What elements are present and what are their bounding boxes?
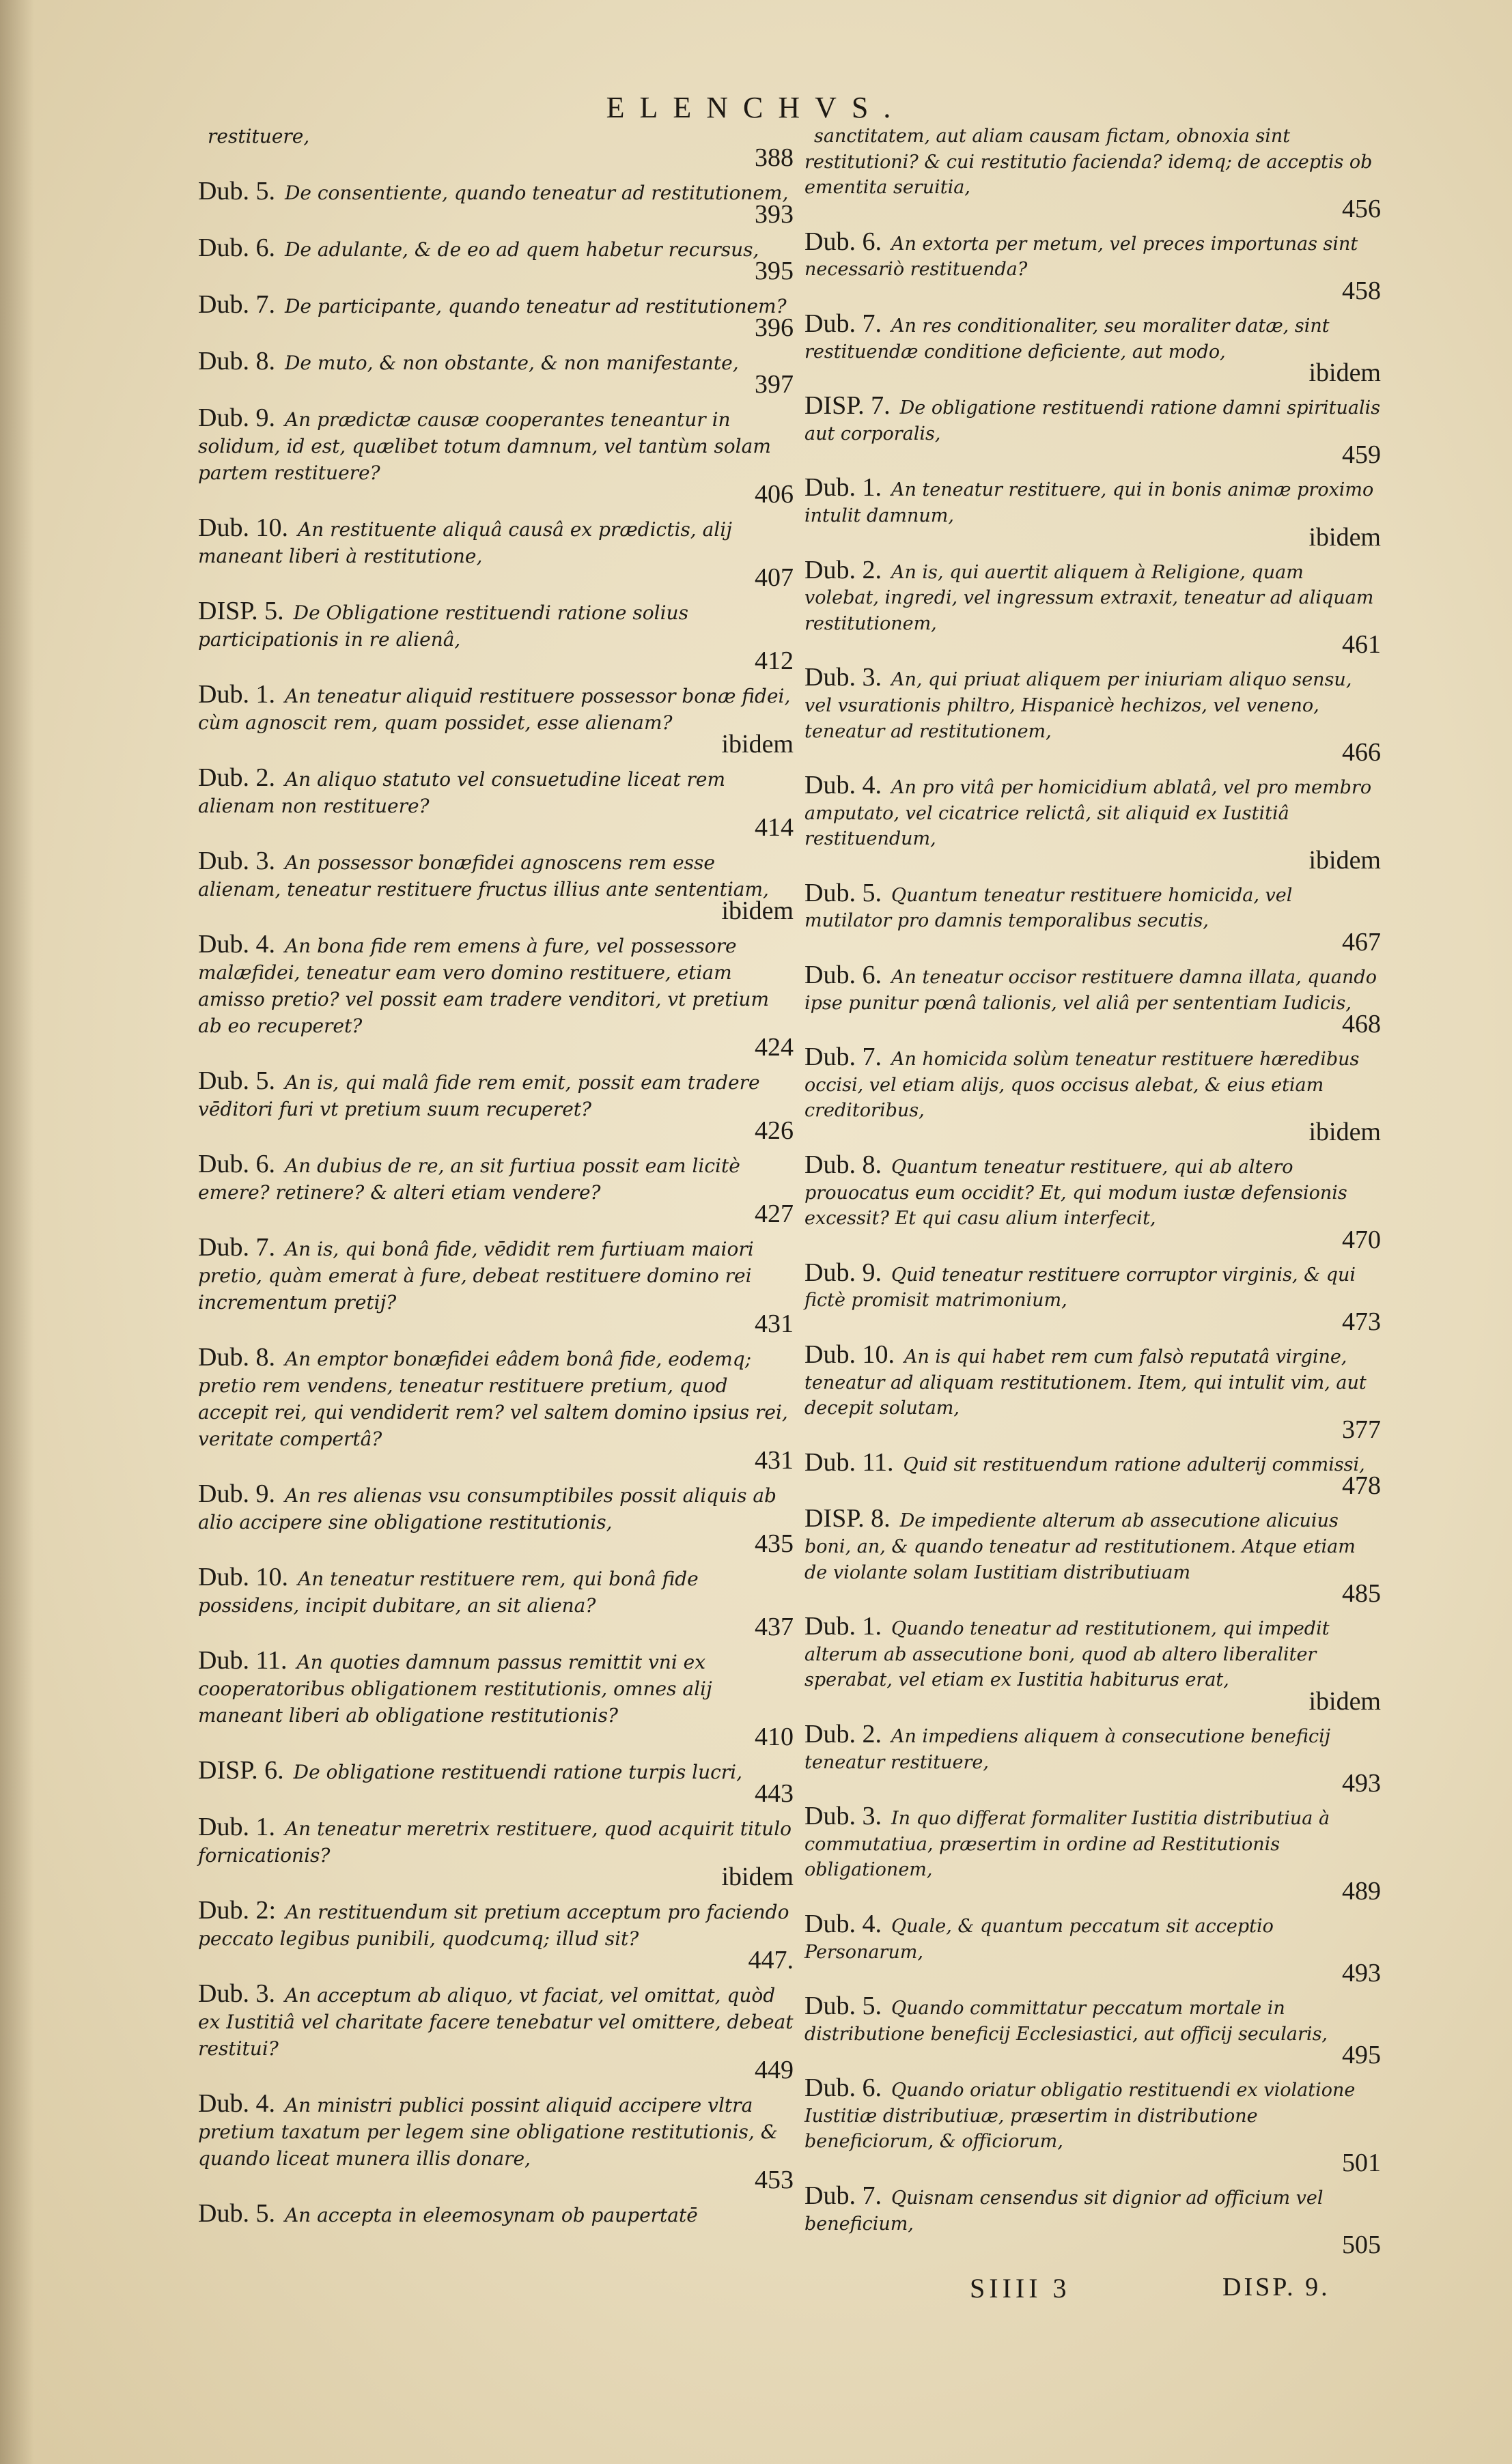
entry-text: De Obligatione restituendi ratione solius participationis in re alienâ, (198, 601, 688, 651)
entry-page-number: 493 (1342, 1769, 1381, 1798)
entry-number: Dub. 1. (804, 1612, 882, 1641)
entry-text: De obligatione restituendi ratione damni spiritualis aut corporalis, (804, 397, 1381, 444)
entry-page-number: 459 (1342, 440, 1381, 470)
entry-number: Dub. 9. (198, 403, 275, 432)
entry-page-number: 466 (1342, 738, 1381, 767)
index-entry (804, 1045, 1386, 1146)
index-entry (804, 1909, 1386, 1988)
entry-page-number: 461 (1342, 630, 1381, 660)
entry-page-number: 393 (755, 200, 794, 229)
entry-text: Quid teneatur restituere corruptor virginis, & qui fictè promisit matrimonium, (804, 1264, 1356, 1312)
entry-page-number: ibidem (1308, 1118, 1381, 1147)
entry-number: Dub. 3. (198, 847, 275, 875)
entry-text: An pro vitâ per homicidium ablatâ, vel pro membro amputato, vel cicatrice relictâ, sit aliquid ex Iustitiâ restituendum, (804, 777, 1372, 850)
index-entry (804, 1506, 1386, 1607)
index-entry (198, 405, 799, 508)
entry-text: De impediente alterum ab assecutione alicuius boni, an, & quando teneatur ad restitutionem. Atque etiam de violante solam Iustitiam distributiuam (804, 1510, 1356, 1583)
index-entry (198, 1068, 799, 1144)
entry-text: Quid sit restituendum ratione adulterij commissi, (903, 1454, 1365, 1475)
entry-number: Dub. 4. (198, 2089, 275, 2118)
entry-number: Dub. 11. (198, 1646, 288, 1675)
entry-number: Dub. 2. (804, 555, 882, 584)
entry-text: De adulante, & de eo ad quem habetur recursus, (284, 238, 759, 261)
entry-text: Quantum teneatur restituere, qui ab altero prouocatus eum occidit? Et, qui modum iustæ defensionis excessit? Et qui casu alium interfecit, (804, 1157, 1347, 1230)
index-entry (804, 1342, 1386, 1443)
index-entry (804, 122, 1386, 223)
entry-page-number: ibidem (1308, 1686, 1381, 1716)
entry-page-number: 458 (1342, 276, 1381, 305)
entry-number: Dub. 5. (198, 1066, 275, 1095)
entry-page-number: 407 (755, 563, 794, 592)
entry-text: De participante, quando teneatur ad restitutionem? (284, 295, 787, 317)
entry-number: Dub. 8. (198, 347, 275, 376)
entry-text: An extorta per metum, vel preces importunas sint necessariò restituenda? (804, 233, 1358, 281)
index-entry (198, 765, 799, 841)
entry-page-number: 468 (1342, 1010, 1381, 1039)
entry-number: Dub. 7. (198, 290, 275, 319)
entry-number: DISP. 7. (804, 391, 891, 421)
entry-page-number: 395 (755, 257, 794, 285)
entry-page-number: 412 (755, 647, 794, 675)
entry-text: In quo differat formaliter Iustitia distributiua à commutatiua, præsertim in ordine ad Restitutionis obligationem, (804, 1808, 1330, 1881)
index-entry (198, 1151, 799, 1228)
index-entry (198, 1234, 799, 1337)
entry-text: An teneatur aliquid restituere possessor bonæ fidei, cùm agnoscit rem, quam possidet, esse alienam? (198, 685, 791, 734)
entry-page-number: 414 (755, 813, 794, 842)
entry-text: An is qui habet rem cum falsò reputatâ virgine, teneatur ad aliquam restitutionem. Item, qui intulit vim, aut decepit solutam, (804, 1346, 1367, 1419)
entry-number: Dub. 11. (804, 1447, 894, 1477)
entry-number: Dub. 5. (198, 177, 275, 206)
index-entry (198, 2091, 799, 2194)
index-entry (804, 1719, 1386, 1798)
index-entry (804, 393, 1386, 468)
entry-page-number: 377 (1342, 1415, 1381, 1444)
index-entry (198, 681, 799, 758)
entry-number: Dub. 4. (804, 1909, 882, 1938)
entry-page-number: 388 (755, 143, 794, 172)
index-entry (198, 598, 799, 675)
entry-page-number: 473 (1342, 1307, 1381, 1336)
entry-page-number: 435 (755, 1529, 794, 1558)
entry-number: Dub. 2. (804, 1719, 882, 1748)
entry-page-number: 424 (755, 1033, 794, 1062)
entry-page-number: 505 (1342, 2231, 1381, 2260)
entry-page-number: ibidem (721, 730, 794, 759)
index-entry (804, 665, 1386, 766)
entry-text: An teneatur restituere, qui in bonis animæ proximo intulit damnum, (804, 479, 1374, 526)
entry-number: Dub. 1. (198, 1813, 275, 1841)
entry-text: An teneatur restituere rem, qui bonâ fide possidens, incipit dubitare, an sit aliena? (198, 1568, 699, 1617)
entry-number: DISP. 8. (804, 1504, 891, 1533)
index-entry (804, 229, 1386, 305)
index-entry (198, 1897, 799, 1974)
entry-text: An impediens aliquem à consecutione beneficij teneatur restituere, (804, 1725, 1331, 1773)
entry-page-number: 478 (1342, 1471, 1381, 1501)
left-column (198, 122, 799, 2230)
index-entry (198, 848, 799, 924)
entry-number: DISP. 5. (198, 597, 284, 625)
entry-page-number: ibidem (1308, 358, 1381, 388)
entry-text: Quale, & quantum peccatum sit acceptio Personarum, (804, 1915, 1274, 1963)
index-entry (804, 555, 1386, 660)
index-entry (804, 311, 1386, 386)
entry-number: Dub. 7. (804, 1043, 882, 1072)
index-entry (804, 1994, 1386, 2069)
entry-text: Quantum teneatur restituere homicida, vel mutilator pro damnis temporalibus secutis, (804, 884, 1293, 932)
entry-number: Dub. 1. (198, 680, 275, 709)
entry-number: Dub. 7. (804, 2181, 882, 2211)
entry-number: Dub. 6. (198, 1150, 275, 1178)
index-entry (804, 2183, 1386, 2258)
entry-number: Dub. 8. (198, 1343, 275, 1372)
entry-text: Quisnam censendus sit dignior ad officium vel beneficium, (804, 2187, 1324, 2235)
entry-page-number: 431 (755, 1309, 794, 1338)
entry-page-number: 406 (755, 480, 794, 509)
index-entry (198, 122, 799, 171)
index-entry (198, 292, 799, 341)
running-header: ELENCHVS. (606, 91, 906, 124)
entry-text: An bona fide rem emens à fure, vel possessore malæfidei, teneatur eam vero domino restituere, etiam amisso pretio? vel possit eam tradere venditori, vt pretium ab eo recuperet? (198, 935, 770, 1037)
entry-number: Dub. 10. (804, 1340, 895, 1369)
entry-text: An emptor bonæfidei eâdem bonâ fide, eodemq; pretio rem vendens, teneatur restituere pretium, quod accepit rei, qui vendiderit rem? vel saltem domino ipsius rei, veritate compertâ? (198, 1348, 788, 1450)
entry-text: restituere, (208, 125, 310, 147)
entry-text: De obligatione restituendi ratione turpis lucri, (293, 1761, 743, 1783)
entry-text: An teneatur occisor restituere damna illata, quando ipse punitur pœnâ talionis, vel aliâ per sententiam Iudicis, (804, 967, 1377, 1014)
index-entry (804, 1447, 1386, 1501)
entry-text: An acceptum ab aliquo, vt faciat, vel omittat, quòd ex Iustitiâ vel charitate facere tenebatur vel omittere, debeat restitui? (198, 1984, 794, 2060)
entry-number: Dub. 7. (198, 1233, 275, 1262)
entry-text: An res alienas vsu consumptibiles possit aliquis ab alio accipere sine obligatione restitutionis, (198, 1484, 776, 1533)
entry-page-number: 437 (755, 1613, 794, 1641)
entry-number: DISP. 6. (198, 1756, 284, 1785)
entry-text: An is, qui auertit aliquem à Religione, quam volebat, ingredi, vel ingressum extraxit, teneatur ad aliquam restitutionem, (804, 561, 1374, 634)
entry-text: An aliquo statuto vel consuetudine liceat rem alienam non restituere? (198, 768, 726, 817)
entry-number: Dub. 4. (198, 930, 275, 959)
entry-text: De consentiente, quando teneatur ad restitutionem, (284, 182, 789, 204)
entry-text: An homicida solùm teneatur restituere hæredibus occisi, vel etiam alijs, quos occisus alebat, & eius etiam creditoribus, (804, 1049, 1360, 1122)
index-entry (198, 178, 799, 228)
entry-page-number: ibidem (721, 896, 794, 925)
entry-number: Dub. 1. (804, 473, 882, 502)
index-entry (804, 2073, 1386, 2178)
entry-page-number: ibidem (1308, 845, 1381, 875)
index-entry (804, 1804, 1386, 1905)
entry-number: Dub. 6. (804, 2073, 882, 2103)
index-entry (804, 773, 1386, 874)
entry-page-number: 410 (755, 1723, 794, 1751)
entry-page-number: 489 (1342, 1876, 1381, 1906)
entry-page-number: 485 (1342, 1579, 1381, 1609)
index-entry (198, 1647, 799, 1751)
entry-page-number: 396 (755, 313, 794, 342)
entry-page-number: 493 (1342, 1959, 1381, 1988)
entry-text: An res conditionaliter, seu moraliter datæ, sint restituendæ conditione deficiente, aut modo, (804, 315, 1330, 363)
entry-text: An, qui priuat aliquem per iniuriam aliquo sensu, vel vsurationis philtro, Hispanicè hechizos, vel veneno, teneatur ad restitutionem, (804, 669, 1352, 742)
entry-page-number: 495 (1342, 2041, 1381, 2070)
entry-number: Dub. 5. (198, 2199, 275, 2228)
entry-page-number: 447. (748, 1946, 794, 1974)
entry-text: An possessor bonæfidei agnoscens rem esse alienam, teneatur restituere fructus illius ante sententiam, (198, 851, 769, 901)
index-entry (804, 1260, 1386, 1335)
entry-page-number: 456 (1342, 194, 1381, 223)
entry-number: Dub. 6. (804, 227, 882, 256)
index-entry (198, 348, 799, 398)
entry-text: Quando oriatur obligatio restituendi ex violatione Iustitiæ distributiuæ, præsertim in distributione beneficiorum, & officiorum, (804, 2080, 1356, 2153)
entry-page-number: ibidem (1308, 522, 1381, 552)
index-entry (198, 1564, 799, 1641)
entry-page-number: 453 (755, 2166, 794, 2194)
entry-number: Dub. 6. (804, 961, 882, 990)
entry-number: Dub. 8. (804, 1150, 882, 1180)
index-entry (198, 2200, 799, 2228)
entry-text: An is, qui bonâ fide, vēdidit rem furtiuam maiori pretio, quàm emerat à fure, debeat restituere domino rei incrementum pretij? (198, 1238, 754, 1314)
entry-number: Dub. 9. (804, 1258, 882, 1287)
entry-number: Dub. 5. (804, 878, 882, 907)
index-entry (198, 515, 799, 591)
entry-number: Dub. 3. (804, 1802, 882, 1831)
entry-page-number: 501 (1342, 2149, 1381, 2178)
catchword: DISP. 9. (1222, 2273, 1330, 2302)
entry-page-number: 427 (755, 1200, 794, 1228)
index-entry (198, 1814, 799, 1891)
entry-text: De muto, & non obstante, & non manifestante, (284, 352, 739, 374)
entry-number: Dub. 7. (804, 309, 882, 338)
index-entry (198, 1344, 799, 1474)
entry-text: An ministri publici possint aliquid accipere vltra pretium taxatum per legem sine obligatione restitutionis, & quando liceat munera illis donare, (198, 2094, 778, 2170)
entry-page-number: 470 (1342, 1225, 1381, 1254)
entry-text: Quando teneatur ad restitutionem, qui impedit alterum ab assecutione boni, quod ab altero liberaliter sperabat, vel etiam ex Iustitia habiturus erat, (804, 1618, 1330, 1691)
entry-number: Dub. 3. (804, 663, 882, 692)
entry-number: Dub. 3. (198, 1979, 275, 2008)
entry-text: Quando committatur peccatum mortale in distributione beneficij Ecclesiastici, aut officij secularis, (804, 1998, 1328, 2045)
entry-number: Dub. 5. (804, 1992, 882, 2021)
entry-text: An dubius de re, an sit furtiua possit eam licitè emere? retinere? & alteri etiam vendere? (198, 1155, 740, 1204)
entry-text: An quoties damnum passus remittit vni ex cooperatoribus obligationem restitutionis, omnes alij maneant liberi ab obligatione restitutionis? (198, 1651, 712, 1727)
index-entry (198, 931, 799, 1061)
binding-shadow (0, 0, 34, 2464)
entry-page-number: ibidem (721, 1863, 794, 1891)
entry-number: Dub. 2: (198, 1896, 276, 1925)
entry-page-number: 449 (755, 2056, 794, 2084)
entry-number: Dub. 10. (198, 513, 288, 542)
index-entry (198, 1757, 799, 1807)
entry-number: Dub. 6. (198, 233, 275, 262)
entry-number: Dub. 9. (198, 1479, 275, 1508)
entry-page-number: 431 (755, 1446, 794, 1475)
index-entry (198, 235, 799, 285)
entry-number: Dub. 4. (804, 771, 882, 800)
index-entry (804, 1152, 1386, 1254)
signature-mark: SIIII 3 (970, 2273, 1071, 2304)
entry-page-number: 397 (755, 370, 794, 399)
index-entry (804, 878, 1386, 957)
entry-text: An restituente aliquâ causâ ex prædictis, alij maneant liberi à restitutione, (198, 518, 732, 567)
index-entry (198, 1481, 799, 1557)
index-entry (804, 963, 1386, 1038)
entry-page-number: 426 (755, 1116, 794, 1145)
entry-page-number: 443 (755, 1779, 794, 1808)
entry-text: An restituendum sit pretium acceptum pro faciendo peccato legibus punibili, quodcumq; illud sit? (198, 1901, 789, 1950)
entry-number: Dub. 10. (198, 1563, 288, 1591)
right-column (804, 122, 1386, 2265)
entry-page-number: 467 (1342, 928, 1381, 957)
entry-text: An prædictæ causæ cooperantes teneantur in solidum, id est, quælibet totum damnum, vel tantùm solam partem restituere? (198, 408, 771, 484)
entry-text: An is, qui malâ fide rem emit, possit eam tradere vēditori furi vt pretium suum recuperet? (198, 1071, 760, 1120)
index-entry (804, 1614, 1386, 1715)
index-entry (804, 475, 1386, 550)
entry-text: An teneatur meretrix restituere, quod acquirit titulo fornicationis? (198, 1817, 792, 1867)
entry-text: sanctitatem, aut aliam causam fictam, obnoxia sint restitutioni? & cui restitutio facienda? idemq; de acceptis ob ementita seruitia, (804, 126, 1373, 199)
index-entry (198, 1981, 799, 2084)
entry-text: An accepta in eleemosynam ob paupertatē (284, 2204, 698, 2226)
entry-number: Dub. 2. (198, 763, 275, 792)
